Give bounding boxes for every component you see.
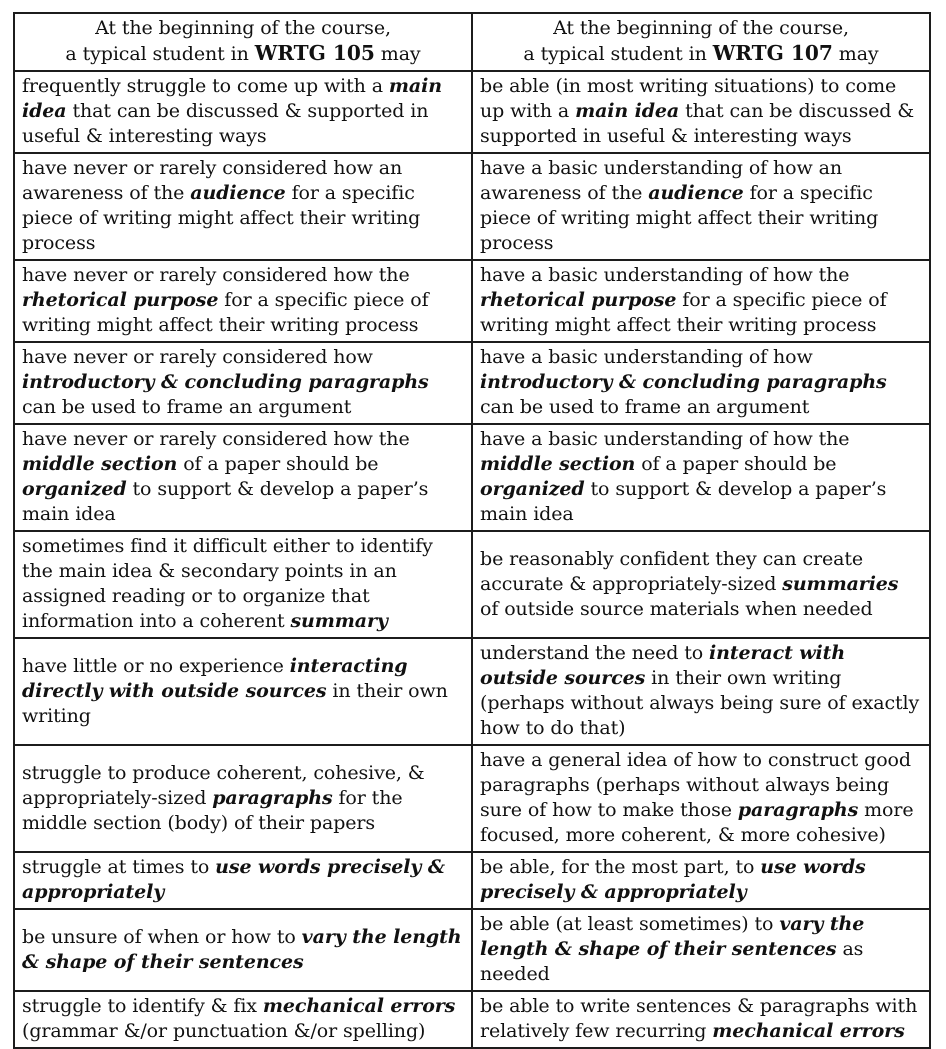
table-row: [14, 260, 930, 342]
table-cell-left: [14, 153, 472, 260]
table-cell-left: [14, 531, 472, 638]
header-line-2: [480, 41, 922, 67]
body-text: can be used to frame an argument: [480, 396, 810, 418]
emphasized-text: middle section: [22, 453, 178, 475]
body-text: have a basic understanding of how an awareness of the: [480, 157, 842, 204]
header-text-pre: a typical student in: [523, 43, 713, 65]
emphasized-text: paragraphs: [737, 799, 859, 821]
header-text-post: may: [374, 43, 421, 65]
body-text: in their own writing: [22, 679, 448, 727]
table-row: [14, 852, 930, 909]
emphasized-text: organized: [22, 478, 127, 500]
table-row: [14, 153, 930, 260]
comparison-table: [13, 12, 931, 1049]
body-text: for a specific piece of writing might affect their writing process: [22, 289, 429, 336]
body-text: struggle to produce coherent, cohesive, & appropriately-sized: [22, 761, 425, 809]
emphasized-text: middle section: [480, 453, 636, 475]
body-text: in their own writing (perhaps without always being sure of exactly how to do that): [480, 667, 920, 739]
emphasized-text: vary the length & shape of their sentences: [22, 925, 462, 973]
header-text-pre: a typical student in: [65, 43, 255, 65]
emphasized-text: paragraphs: [212, 786, 333, 809]
emphasized-text: rhetorical purpose: [22, 289, 219, 311]
table-cell-right: [472, 638, 930, 745]
table-cell-right: [472, 531, 930, 638]
table-cell-left: [14, 342, 472, 424]
emphasized-text: mechanical errors: [712, 1020, 905, 1042]
body-text: for a specific piece of writing might affect their writing process: [480, 289, 887, 336]
table-cell-right: [472, 71, 930, 153]
body-text: have never or rarely considered how an awareness of the: [22, 157, 403, 204]
emphasized-text: summary: [290, 610, 388, 632]
table-row: [14, 71, 930, 153]
body-text: have a basic understanding of how the: [480, 264, 850, 286]
table-cell-right: [472, 153, 930, 260]
body-text: to support & develop a paper’s main idea: [22, 478, 429, 525]
table-row: [14, 342, 930, 424]
body-text: for a specific piece of writing might affect their writing process: [22, 182, 421, 254]
body-text: of outside source materials when needed: [480, 597, 873, 620]
table-body: [14, 71, 930, 1048]
table-row: [14, 745, 930, 852]
body-text: have a basic understanding of how the: [480, 428, 850, 450]
body-text: that can be discussed & supported in useful & interesting ways: [480, 100, 915, 147]
body-text: be able to write sentences & paragraphs with relatively few recurring: [480, 995, 918, 1042]
body-text: to support & develop a paper’s main idea: [480, 478, 887, 525]
table-cell-left: [14, 424, 472, 531]
body-text: as needed: [480, 938, 864, 985]
body-text: for a specific piece of writing might affect their writing process: [480, 182, 879, 254]
header-cell-wrtg105: [14, 13, 472, 71]
course-name-wrtg105: WRTG 105: [254, 41, 375, 65]
table-cell-left: [14, 745, 472, 852]
header-line-1: At the beginning of the course,: [95, 17, 391, 39]
table-row: [14, 531, 930, 638]
emphasized-text: vary the length & shape of their sentences: [480, 913, 865, 960]
body-text: frequently struggle to come up with a: [22, 75, 389, 97]
table-cell-right: [472, 260, 930, 342]
emphasized-text: interact with outside sources: [480, 642, 846, 689]
body-text: be able (at least sometimes) to: [480, 913, 780, 935]
body-text: be reasonably confident they can create accurate & appropriately-sized: [480, 547, 864, 595]
table-cell-left: [14, 71, 472, 153]
table-cell-right: [472, 745, 930, 852]
body-text: struggle to identify & fix: [22, 995, 263, 1017]
emphasized-text: main idea: [22, 75, 442, 122]
body-text: understand the need to: [480, 642, 710, 664]
table-cell-right: [472, 852, 930, 909]
body-text: that can be discussed & supported in useful & interesting ways: [22, 100, 429, 147]
header-line-2: [22, 41, 464, 67]
body-text: for the middle section (body) of their papers: [22, 786, 403, 834]
table-cell-left: [14, 852, 472, 909]
table-cell-left: [14, 638, 472, 745]
header-cell-wrtg107: [472, 13, 930, 71]
body-text: can be used to frame an argument: [22, 396, 352, 418]
body-text: more focused, more coherent, & more cohesive): [480, 799, 914, 846]
emphasized-text: audience: [190, 182, 286, 204]
body-text: struggle at times to: [22, 856, 216, 878]
body-text: be able, for the most part, to: [480, 856, 761, 878]
table-row: [14, 991, 930, 1048]
emphasized-text: use words precisely & appropriately: [480, 856, 866, 903]
emphasized-text: use words precisely & appropriately: [22, 856, 445, 903]
emphasized-text: introductory & concluding paragraphs: [22, 371, 429, 393]
header-line-1: At the beginning of the course,: [553, 17, 849, 39]
body-text: of a paper should be: [177, 453, 379, 475]
header-text-post: may: [832, 43, 879, 65]
body-text: have never or rarely considered how the: [22, 428, 410, 450]
table-cell-right: [472, 909, 930, 991]
body-text: be unsure of when or how to: [22, 925, 302, 948]
body-text: have a general idea of how to construct good paragraphs (perhaps without always being sure of how to make those: [480, 749, 911, 821]
body-text: (grammar &/or punctuation &/or spelling): [22, 1020, 426, 1042]
table-row: [14, 638, 930, 745]
body-text: be able (in most writing situations) to come up with a: [480, 75, 897, 122]
emphasized-text: audience: [648, 182, 744, 204]
table-cell-left: [14, 991, 472, 1048]
body-text: sometimes find it difficult either to identify the main idea & secondary points in an assigned reading or to organize that information into a coherent: [22, 535, 433, 632]
emphasized-text: summaries: [782, 572, 899, 595]
emphasized-text: mechanical errors: [262, 995, 456, 1017]
table-header: [14, 13, 930, 71]
table-cell-left: [14, 909, 472, 991]
table-row: [14, 909, 930, 991]
table-cell-right: [472, 342, 930, 424]
emphasized-text: rhetorical purpose: [480, 289, 677, 311]
body-text: have never or rarely considered how the: [22, 264, 410, 286]
body-text: have a basic understanding of how: [480, 346, 813, 368]
table-cell-left: [14, 260, 472, 342]
table-row: [14, 424, 930, 531]
table-cell-right: [472, 424, 930, 531]
emphasized-text: main idea: [575, 100, 680, 122]
header-row: [14, 13, 930, 71]
body-text: of a paper should be: [635, 453, 837, 475]
table-cell-right: [472, 991, 930, 1048]
emphasized-text: organized: [480, 478, 585, 500]
body-text: have never or rarely considered how: [22, 346, 373, 368]
emphasized-text: introductory & concluding paragraphs: [480, 371, 887, 393]
body-text: have little or no experience: [22, 654, 290, 677]
emphasized-text: interacting directly with outside sources: [22, 654, 408, 702]
course-name-wrtg107: WRTG 107: [712, 41, 833, 65]
